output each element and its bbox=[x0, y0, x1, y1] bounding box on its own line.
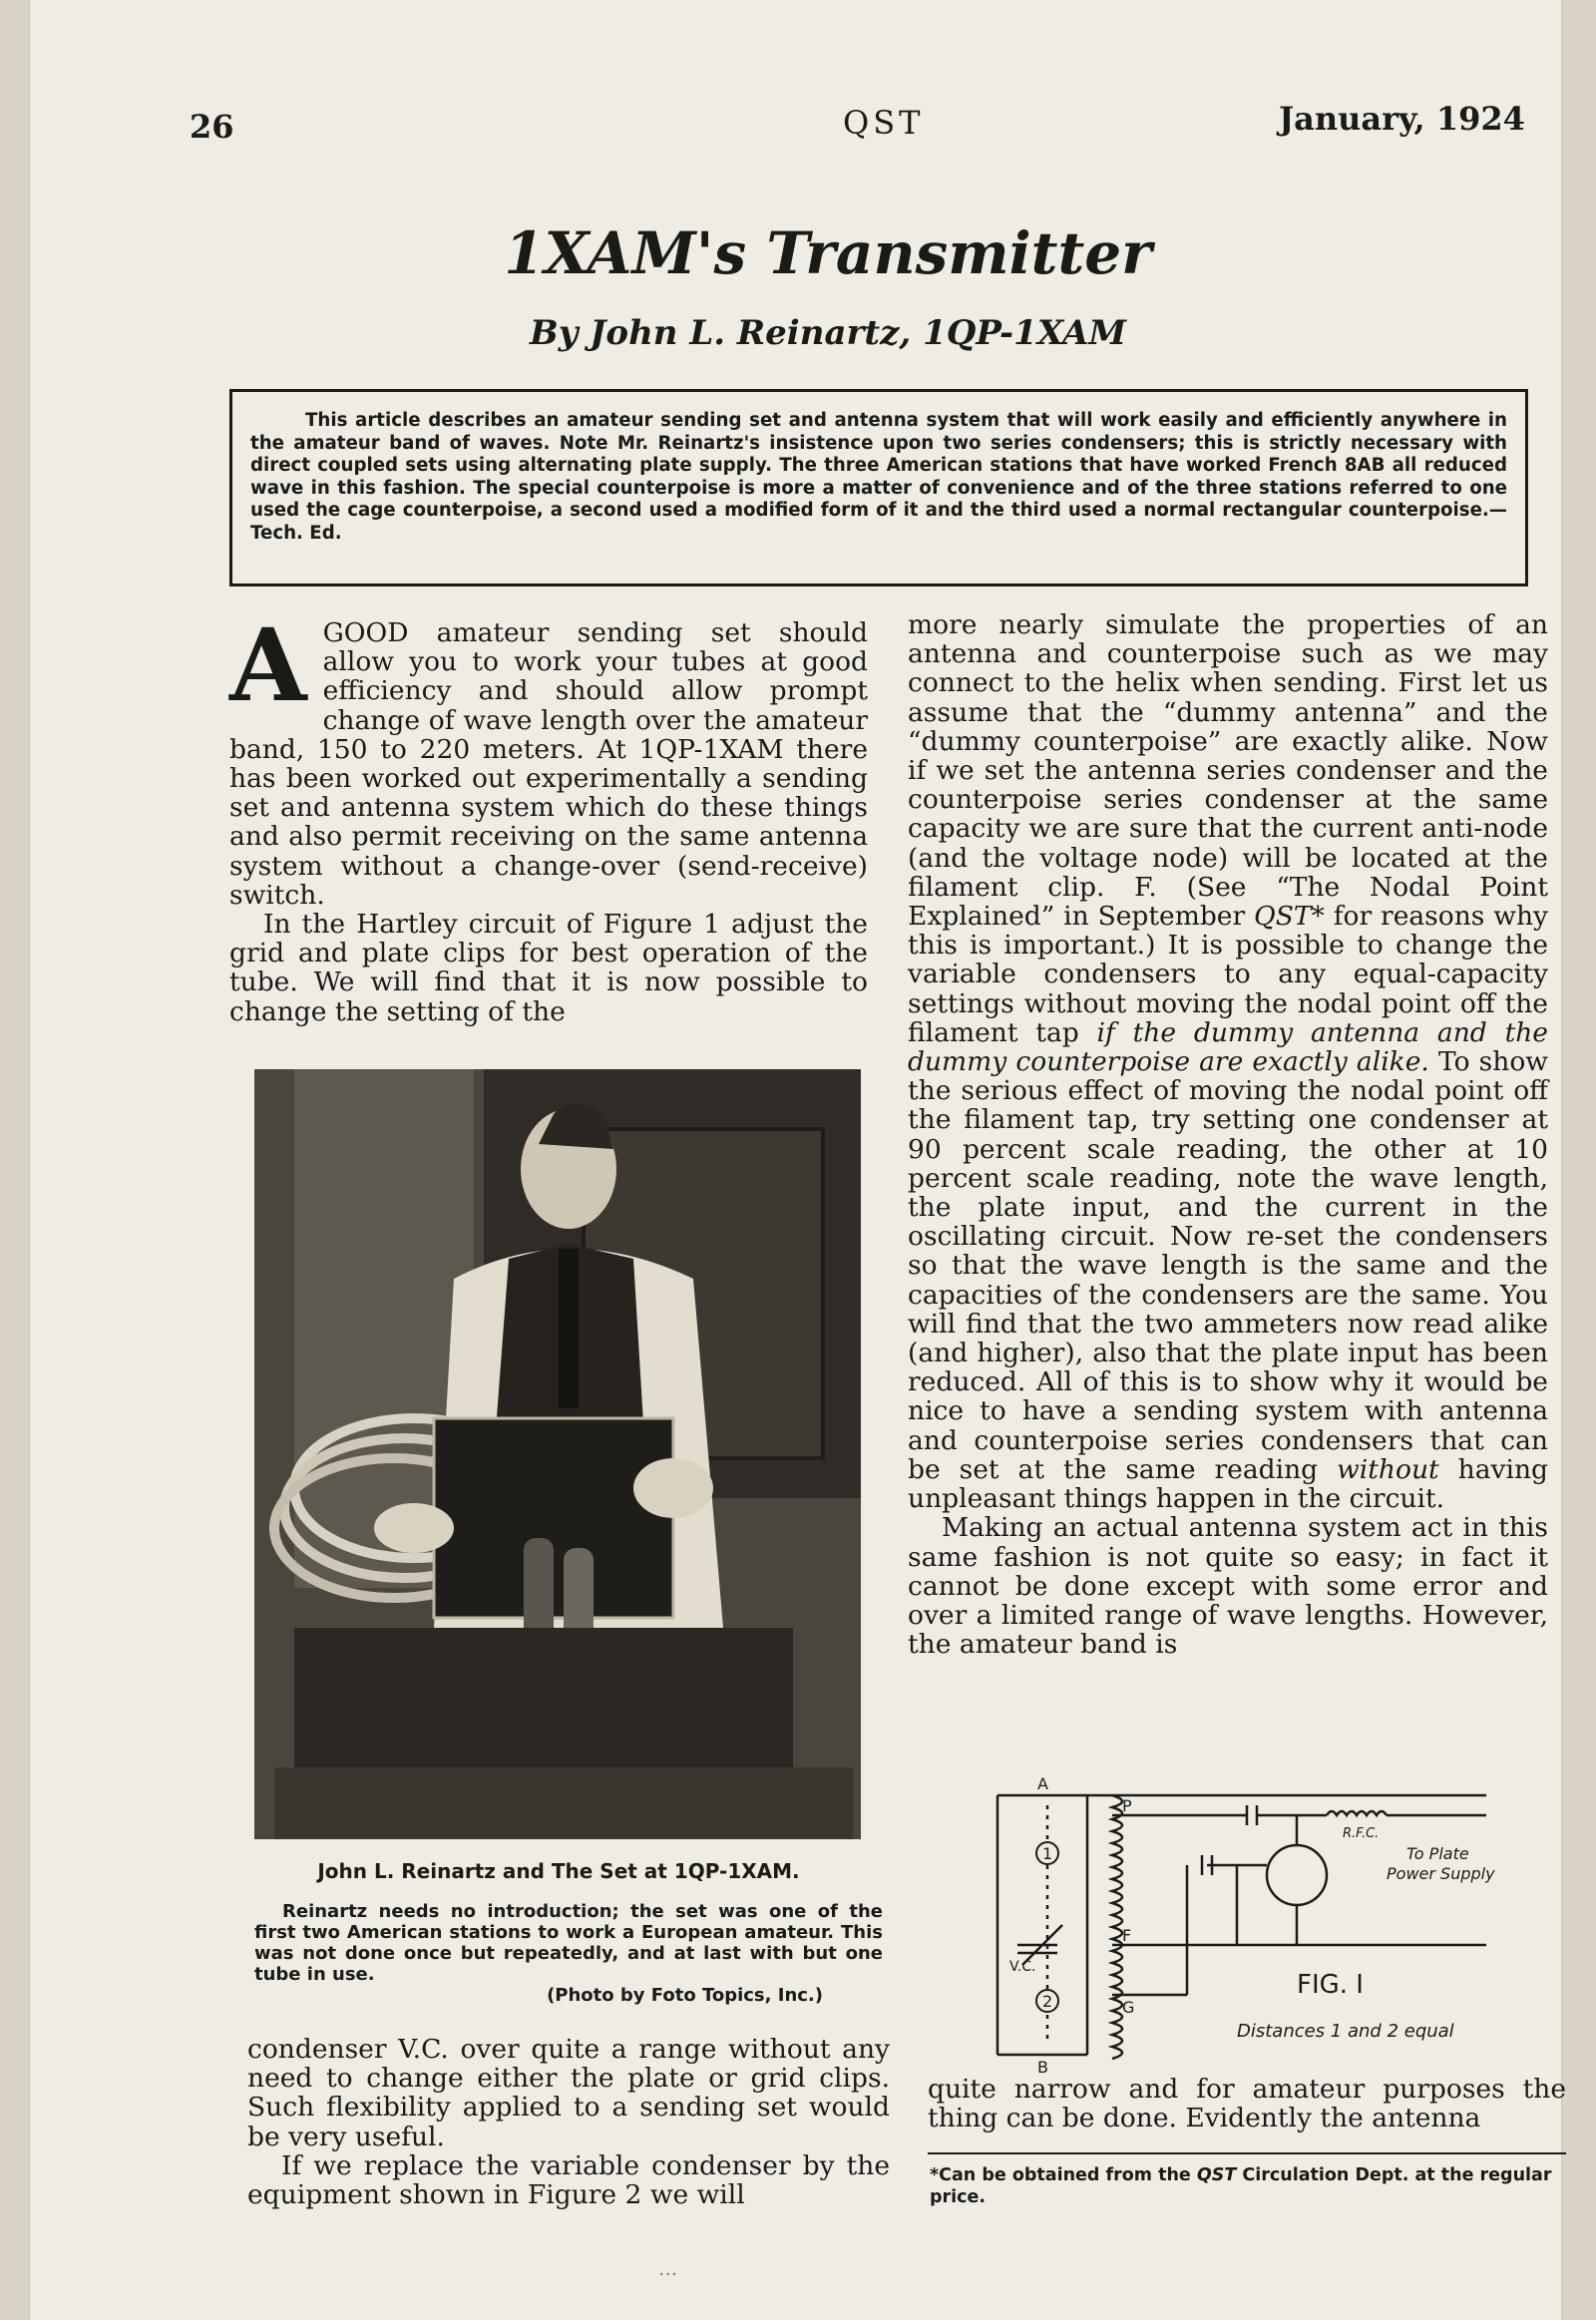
figure-label-g: G bbox=[1122, 1998, 1135, 2017]
photo-caption bbox=[254, 1901, 883, 2006]
photo-credit: (Photo by Foto Topics, Inc.) bbox=[547, 1985, 823, 2006]
footnote-text: Circulation Dept. at the regular price. bbox=[930, 2165, 1552, 2207]
paragraph: condenser V.C. over quite a range without any need to change either the plate or grid clips. Such flexibility applied to a sending set would be very useful. bbox=[247, 2034, 890, 2152]
magazine-name: QST bbox=[843, 104, 925, 142]
column-right-top bbox=[908, 610, 1548, 1659]
text-run: To show the serious effect of moving the nodal point off the filament tap, try setting one condenser at 90 percent scale reading, the other at 10 percent scale reading, note the wave length, the plate input, and the current in the oscillating circuit. Now re-set the condensers so that the wave length is the same and the capacities of the condensers are the same. You will find that the two ammeters now read alike (and higher), also that the plate input has been reduced. All of this is to show why it would be nice to have a sending system with antenna and counterpoise series condensers that can be set at the same reading bbox=[908, 1046, 1548, 1485]
figure-label-plate-2: Power Supply bbox=[1387, 1864, 1495, 1883]
footnote bbox=[930, 2164, 1568, 2208]
paragraph: Making an actual antenna system act in this same fashion is not quite so easy; in fact it cannot be done except with some error and over a limited range of wave lengths. However, the amateur band is bbox=[908, 1512, 1548, 1661]
page-number: 26 bbox=[190, 108, 234, 146]
drop-cap: A bbox=[229, 606, 307, 724]
text-run-italic: QST bbox=[1254, 901, 1312, 933]
paragraph: GOOD amateur sending set should allow you to work your tubes at good efficiency and should allow prompt change of wave length over the amateur band, 150 to 220 meters. At 1QP-1XAM there has been worked out experimentally a sending set and antenna system which do these things and also permit receiving on the same antenna system without a change-over (send-receive) switch. bbox=[229, 617, 868, 911]
circuit-diagram-figure-1 bbox=[988, 1775, 1526, 2075]
figure-label-f: F bbox=[1122, 1926, 1132, 1945]
paragraph: quite narrow and for amateur purposes the thing can be done. Evidently the antenna bbox=[928, 2074, 1566, 2134]
editor-abstract-box: This article describes an amateur sending set and antenna system that will work easily and efficiently anywhere in the amateur band of waves. Note Mr. Reinartz's insistence upon two series condensers; this is strictly necessary with direct coupled sets using alternating plate supply. The three American stations that have worked French 8AB all reduced wave in this fashion. The special counterpoise is more a matter of convenience and of the three stations referred to one used the cage counterpoise, a second used a modified form of it and the third used a normal rectangular counterpoise.—Tech. Ed. bbox=[229, 389, 1528, 586]
footnote-text: *Can be obtained from the bbox=[930, 2165, 1197, 2185]
column-right-bottom bbox=[928, 2075, 1566, 2132]
paragraph: In the Hartley circuit of Figure 1 adjust the grid and plate clips for best operation of the tube. We will find that it is now possible to change the setting of the bbox=[229, 909, 868, 1027]
figure-label-p: P bbox=[1122, 1796, 1132, 1815]
figure-label-distance-2: 2 bbox=[1042, 1992, 1053, 2011]
text-run-italic: without bbox=[1337, 1453, 1439, 1485]
magazine-page bbox=[30, 0, 1566, 2320]
column-left-bottom bbox=[247, 2035, 890, 2209]
page-mark: ... bbox=[658, 2256, 678, 2280]
figure-label-vc: V.C. bbox=[1009, 1959, 1036, 1975]
photo-caption-text: Reinartz needs no introduction; the set was one of the first two American stations to work a European amateur. This was not done once but repeatedly, and at last with but one tube in use. bbox=[254, 1901, 883, 1985]
issue-date: January, 1924 bbox=[1279, 100, 1525, 138]
author-photo bbox=[254, 1069, 861, 1839]
figure-title: FIG. I bbox=[1297, 1970, 1364, 2000]
column-left-top bbox=[229, 606, 868, 1027]
photo-caption-title: John L. Reinartz and The Set at 1QP-1XAM. bbox=[317, 1859, 800, 1883]
figure-label-rfc: R.F.C. bbox=[1343, 1826, 1380, 1841]
figure-note: Distances 1 and 2 equal bbox=[1237, 2021, 1454, 2042]
photo-illustration bbox=[254, 1069, 861, 1839]
article-byline: By John L. Reinartz, 1QP-1XAM bbox=[529, 313, 1127, 353]
text-run: more nearly simulate the properties of an antenna and counterpoise such as we may connect to the helix when sending. First let us assume that the “dummy antenna” and the “dummy counterpoise” are exactly alike. Now if we set the antenna series condenser and the counterpoise series condenser at the same capacity we are sure that the current anti-node (and the voltage node) will be located at the filament clip. F. (See “The Nodal Point Explained” in September bbox=[908, 609, 1548, 933]
footnote-rule bbox=[928, 2152, 1566, 2154]
text-run-italic: if the dummy antenna and the dummy counterpoise are exactly alike. bbox=[908, 1016, 1548, 1078]
footnote-text-italic: QST bbox=[1196, 2165, 1237, 2185]
figure-label-a: A bbox=[1037, 1775, 1048, 1793]
article-title: 1XAM's Transmitter bbox=[504, 219, 1152, 287]
figure-label-b: B bbox=[1037, 2058, 1048, 2075]
figure-label-plate-1: To Plate bbox=[1406, 1844, 1469, 1863]
paragraph: If we replace the variable condenser by the equipment shown in Figure 2 we will bbox=[247, 2149, 890, 2211]
text-run: * for reasons why this is important.) It is possible to change the variable condensers to any equal-capacity settings without moving the nodal point off the filament tap bbox=[908, 901, 1549, 1048]
text-run: having unpleasant things happen in the circuit. bbox=[908, 1453, 1548, 1515]
paragraph bbox=[908, 610, 1548, 1513]
figure-label-distance-1: 1 bbox=[1042, 1844, 1053, 1863]
